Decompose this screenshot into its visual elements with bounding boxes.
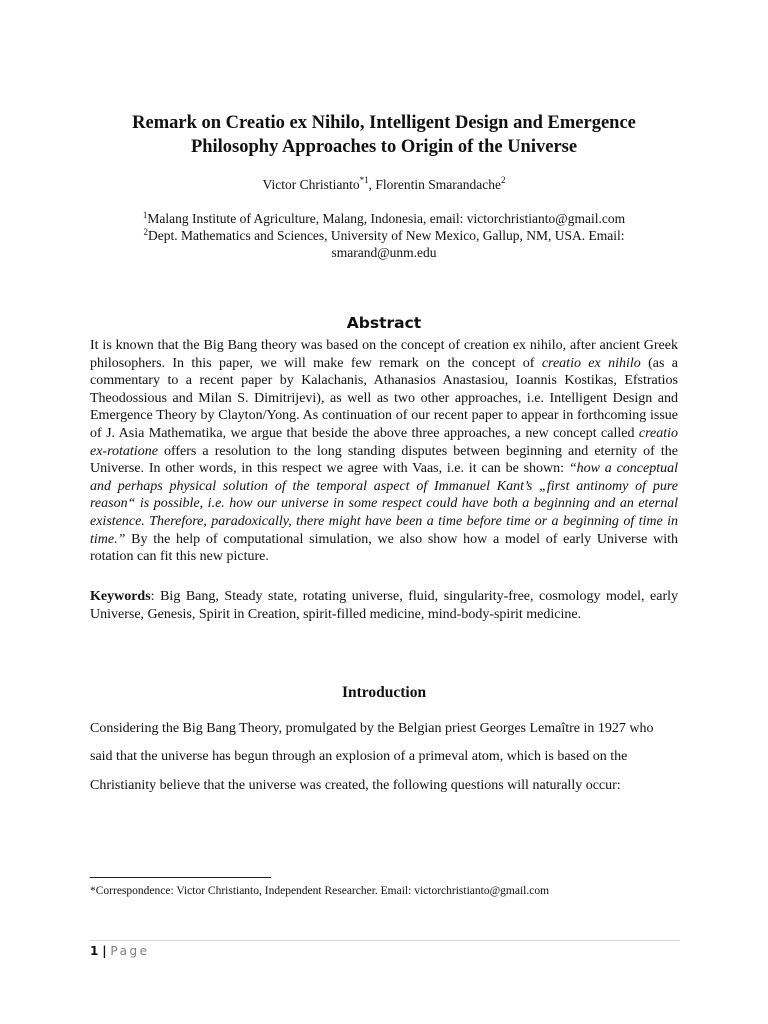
- author-2: Florentin Smarandache: [375, 177, 501, 192]
- page-footer: [90, 943, 149, 959]
- title-line-1: Remark on Creatio ex Nihilo, Intelligent Design and Emergence: [132, 113, 636, 133]
- author-list: [90, 176, 678, 194]
- footer-separator: |: [102, 944, 107, 958]
- author-1: Victor Christianto: [262, 177, 360, 192]
- page-number: 1: [90, 944, 99, 958]
- author-1-marker: *1: [359, 175, 369, 185]
- footnote-divider: [90, 877, 271, 878]
- affiliation-1-text: Malang Institute of Agriculture, Malang, Indonesia, email: victorchristianto@gmail.com: [147, 211, 626, 226]
- abstract-text-3: offers a resolution to the long standing disputes between beginning and eternity of the Universe. In other words, in this respect we agree with Vaas, i.e. it can be shown:: [90, 443, 678, 477]
- affiliation-1-marker: 1: [142, 210, 148, 220]
- keywords: [90, 588, 678, 623]
- abstract-text-2: (as a commentary to a recent paper by Kalachanis, Athanasios Anastasiou, Ioannis Kostikas, Efstratios Theodossious and Milan S. Dimitrijevi), as well as two other approaches, i.e. Intelligent Design and Emergence Theory by Clayton/Yong. As continuation of our recent paper to appear in forthcoming issue of J. Asia Mathematika, we argue that beside the above three approaches, a new concept called: [90, 355, 678, 441]
- footer-divider: [90, 940, 680, 941]
- affiliations: [90, 210, 678, 261]
- abstract-text-4: By the help of computational simulation, we also show how a model of early Universe with rotation can fit this new picture.: [90, 531, 678, 565]
- introduction-body: Considering the Big Bang Theory, promulgated by the Belgian priest Georges Lemaître in 1927 who said that the universe has begun through an explosion of a primeval atom, which is based on the Christianity believe that the universe was created, the following questions will naturally occur:: [90, 721, 654, 793]
- keywords-label: Keywords: [90, 589, 151, 604]
- affiliation-2-text: Dept. Mathematics and Sciences, University of New Mexico, Gallup, NM, USA. Email:: [147, 228, 625, 243]
- paper-title: [90, 111, 678, 159]
- affiliation-2-marker: 2: [143, 227, 148, 237]
- introduction-heading: Introduction: [341, 684, 427, 701]
- affiliation-2-email: smarand@unm.edu: [331, 245, 437, 260]
- abstract-italic-term-2: creatio ex-rotatione: [90, 425, 678, 459]
- title-line-2: Philosophy Approaches to Origin of the Universe: [190, 137, 578, 157]
- abstract-italic-term-1: creatio ex nihilo: [541, 355, 641, 371]
- keywords-text: : Big Bang, Steady state, rotating universe, fluid, singularity-free, cosmology model, early Universe, Genesis, Spirit in Creation, spirit-filled medicine, mind-body-spirit medicine.: [90, 589, 678, 622]
- page-label: Page: [110, 944, 150, 958]
- abstract-heading: Abstract: [346, 314, 422, 332]
- footnote: *Correspondence: Victor Christianto, Independent Researcher. Email: victorchristianto@gmail.com: [90, 885, 550, 897]
- abstract-quote: “how a conceptual and perhaps physical solution of the temporal aspect of Immanuel Kant’s „first antinomy of pure reason“ is possible, i.e. how our universe in some respect could have both a beginning and an eternal existence. Therefore, paradoxically, there might have been a time before time or a beginning of time in time.”: [90, 461, 678, 547]
- author-separator: ,: [368, 177, 376, 192]
- abstract-text-1: It is known that the Big Bang theory was based on the concept of creation ex nihilo, after ancient Greek philosophers. In this paper, we will make few remark on the concept of: [90, 338, 678, 371]
- abstract-body: [90, 337, 678, 566]
- author-2-marker: 2: [500, 175, 506, 185]
- affiliation-2: [90, 227, 678, 244]
- affiliation-1: [90, 210, 678, 227]
